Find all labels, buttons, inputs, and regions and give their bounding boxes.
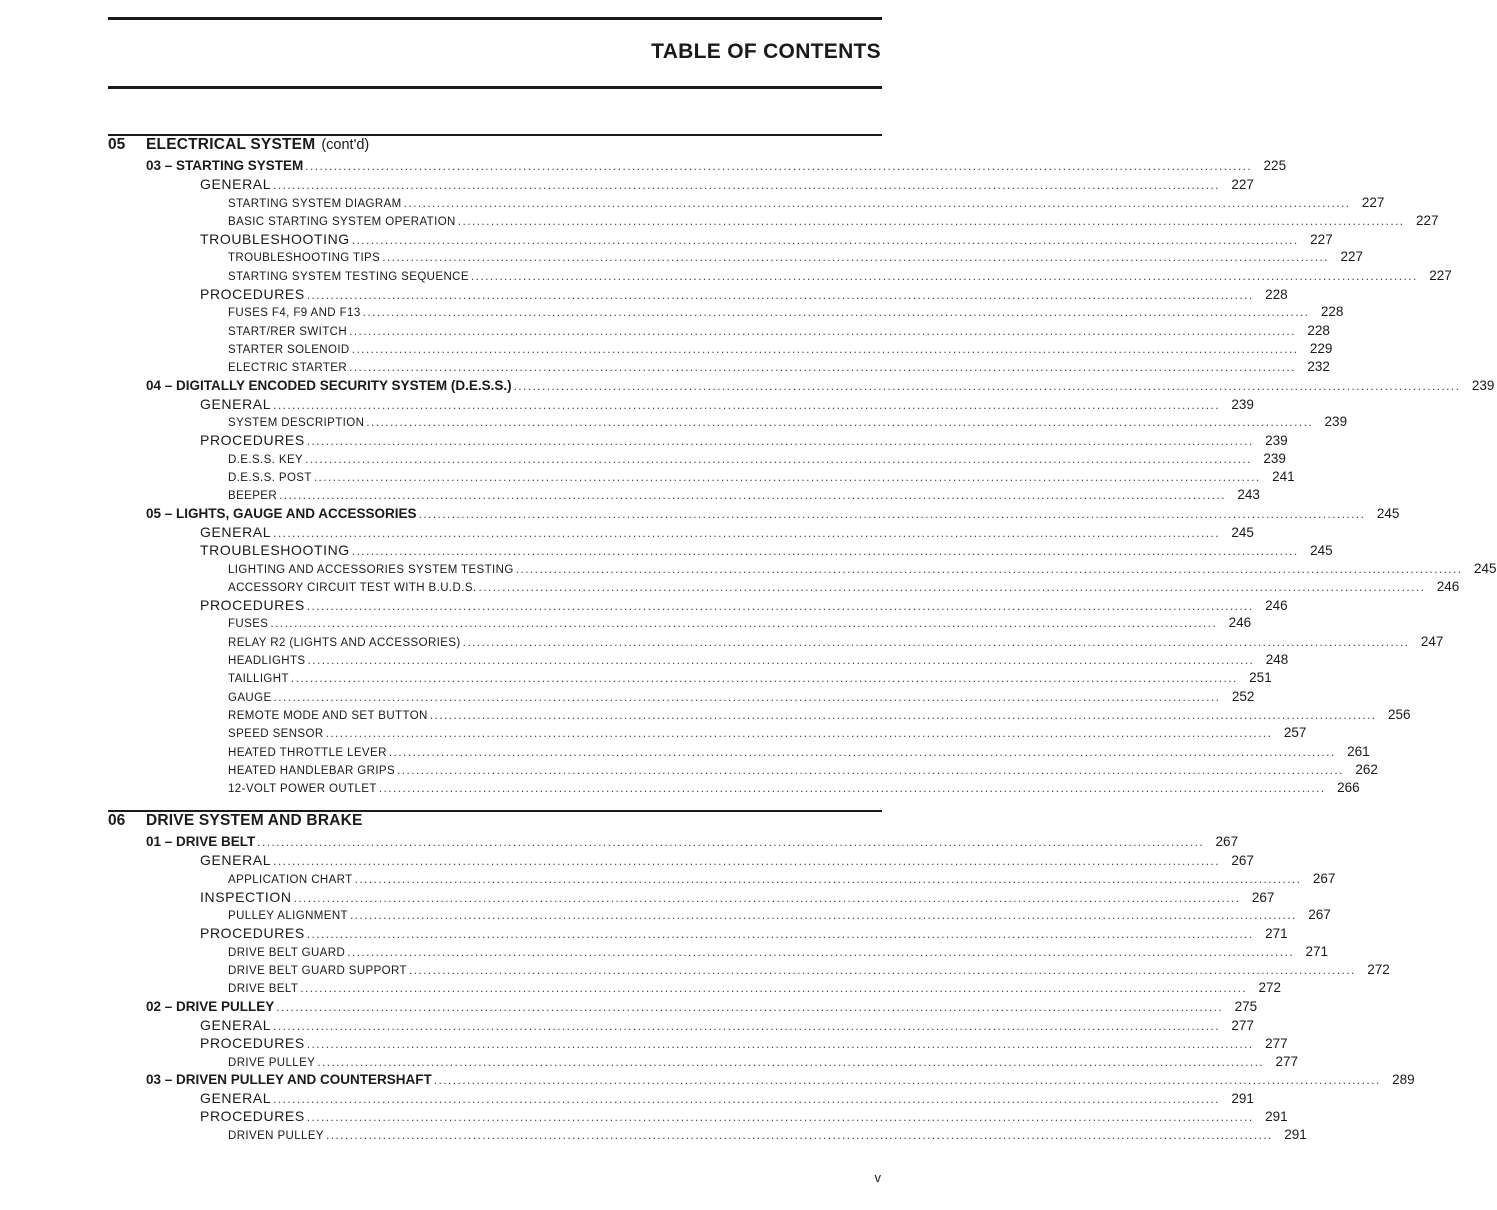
toc-entry-page: 289 [1392,1071,1415,1087]
toc-entry-page: 245 [1310,543,1333,559]
toc-entry-page: 245 [1376,505,1400,521]
toc-entry[interactable] [108,432,1288,450]
section-title: ELECTRICAL SYSTEM [146,136,316,153]
toc-entry-page: 227 [1310,232,1333,248]
toc-entry[interactable] [108,340,1333,359]
dot-leader: ........................................................................................................................................................................................................ [279,488,1226,503]
toc-entry-page: 267 [1312,870,1336,886]
toc-entry[interactable] [108,286,1288,304]
toc-entry[interactable] [108,1090,1254,1108]
toc-entry-page: 277 [1231,1017,1254,1033]
dot-leader: ........................................................................................................................................................................................................ [273,525,1220,540]
toc-section-drive-system-and-brake [108,810,1415,1145]
toc-entry-title: GENERAL [200,176,272,193]
toc-entry-page: 251 [1249,670,1272,686]
toc-entry-list [108,158,1497,798]
toc-entry[interactable] [108,194,1385,213]
toc-entry-page: 277 [1265,1036,1288,1052]
dot-leader: ........................................................................................................................................................................................................ [300,981,1248,996]
toc-entry-title: 05 – LIGHTS, GAUGE AND ACCESSORIES [146,505,417,521]
toc-entry-page: 267 [1231,853,1254,869]
toc-entry-title: TAILLIGHT [228,673,289,686]
toc-entry-title: STARTER SOLENOID [228,343,350,356]
toc-entry-title: 04 – DIGITALLY ENCODED SECURITY SYSTEM (D.E.S.S.) [146,377,512,393]
toc-entry[interactable] [108,377,1495,396]
toc-entry-title: TROUBLESHOOTING [200,542,350,559]
toc-entry-page: 246 [1265,598,1288,614]
dot-leader: ........................................................................................................................................................................................................ [325,1127,1273,1142]
toc-entry-page: 257 [1283,725,1307,741]
toc-entry[interactable] [108,487,1260,505]
toc-entry-page: 245 [1231,524,1254,540]
toc-entry[interactable] [108,888,1275,907]
toc-entry-page: 227 [1361,194,1385,210]
section-title: DRIVE SYSTEM AND BRAKE [146,812,363,829]
dot-leader: ........................................................................................................................................................................................................ [313,470,1261,485]
toc-entry-title: DRIVEN PULLEY [228,1129,324,1142]
page-title: TABLE OF CONTENTS [651,40,881,63]
toc-entry-title: APPLICATION CHART [228,873,353,886]
toc-entry-page: 291 [1231,1091,1254,1107]
toc-entry-title: FUSES F4, F9 AND F13 [228,307,361,320]
toc-entry-title: PROCEDURES [200,432,305,449]
toc-entry-page: 229 [1309,340,1333,356]
toc-entry-title: 12-VOLT POWER OUTLET [228,783,377,796]
toc-entry-title: HEATED THROTTLE LEVER [228,746,387,759]
toc-entry[interactable] [108,761,1378,780]
toc-entry-page: 228 [1307,322,1330,338]
toc-entry-title: SYSTEM DESCRIPTION [228,417,365,430]
toc-section-electrical-system [108,134,1497,798]
toc-entry-title: REMOTE MODE AND SET BUTTON [228,709,428,722]
toc-entry-title: DRIVE BELT [228,983,299,996]
dot-leader: ........................................................................................................................................................................................................ [257,835,1205,849]
toc-entry-title: ACCESSORY CIRCUIT TEST WITH B.U.D.S. [228,581,477,594]
toc-entry[interactable] [108,743,1370,762]
header-top-rule [108,17,882,20]
toc-entry[interactable] [108,523,1254,542]
toc-entry-page: 239 [1265,433,1288,449]
toc-entry-page: 256 [1388,706,1411,722]
toc-entry-page: 272 [1367,962,1390,978]
toc-entry-title: RELAY R2 (LIGHTS AND ACCESSORIES) [228,636,461,649]
toc-entry-page: 272 [1258,980,1282,996]
toc-entry[interactable] [108,980,1282,998]
toc-entry[interactable] [108,998,1258,1017]
toc-entry-page: 228 [1320,304,1344,320]
toc-entry[interactable] [108,633,1444,652]
toc-entry[interactable] [108,1035,1288,1053]
toc-entry[interactable] [108,1016,1254,1035]
dot-leader: ........................................................................................................................................................................................................ [317,1054,1265,1069]
toc-entry-title: 03 – DRIVEN PULLEY AND COUNTERSHAFT [146,1071,432,1087]
toc-entry-page: 271 [1265,926,1288,942]
toc-entry[interactable] [108,688,1255,707]
toc-entry[interactable] [108,1108,1288,1126]
dot-leader: ........................................................................................................................................................................................................ [397,762,1344,777]
toc-entry[interactable] [108,249,1363,267]
toc-entry-page: 275 [1234,998,1258,1014]
toc-entry-title: GAUGE [228,691,272,704]
toc-entry[interactable] [108,505,1400,524]
toc-entry-title: PROCEDURES [200,925,305,942]
toc-entry-title: BASIC STARTING SYSTEM OPERATION [228,215,456,228]
toc-entry[interactable] [108,322,1330,341]
dot-leader: ........................................................................................................................................................................................................ [273,854,1220,869]
toc-entry[interactable] [108,231,1333,249]
toc-entry[interactable] [108,962,1390,980]
toc-entry-page: 225 [1263,158,1287,173]
toc-entry[interactable] [108,158,1287,176]
toc-entry-title: PROCEDURES [200,286,305,303]
toc-entry-page: 267 [1251,889,1275,905]
toc-entry[interactable] [108,670,1272,688]
dot-leader: ........................................................................................................................................................................................................ [462,634,1410,649]
dot-leader: ........................................................................................................................................................................................................ [306,927,1254,942]
dot-leader: ........................................................................................................................................................................................................ [349,323,1296,338]
toc-entry[interactable] [108,597,1288,615]
toc-entry[interactable] [108,652,1289,670]
toc-entry-title: SPEED SENSOR [228,728,324,741]
dot-leader: ........................................................................................................................................................................................................ [351,544,1299,559]
toc-entry[interactable] [108,469,1295,487]
dot-leader: ........................................................................................................................................................................................................ [429,707,1377,722]
dot-leader: ........................................................................................................................................................................................................ [305,159,1253,173]
toc-entry-title: GENERAL [200,852,272,869]
dot-leader: ........................................................................................................................................................................................................ [470,268,1418,283]
dot-leader: ........................................................................................................................................................................................................ [307,653,1255,668]
dot-leader: ........................................................................................................................................................................................................ [306,1110,1254,1125]
header-bottom-rule [108,86,882,89]
toc-entry[interactable] [108,267,1452,286]
toc-entry[interactable] [108,212,1439,231]
toc-entry-title: ELECTRIC STARTER [228,362,348,375]
toc-entry[interactable] [108,870,1336,889]
section-number: 05 [108,136,126,153]
dot-leader: ........................................................................................................................................................................................................ [515,561,1463,576]
toc-entry[interactable] [108,359,1330,377]
toc-entry-title: LIGHTING AND ACCESSORIES SYSTEM TESTING [228,563,514,576]
toc-entry-title: STARTING SYSTEM DIAGRAM [228,197,402,210]
toc-entry-title: TROUBLESHOOTING [200,231,350,248]
dot-leader: ........................................................................................................................................................................................................ [325,726,1273,741]
toc-entry-page: 261 [1347,743,1370,759]
toc-entry-page: 246 [1436,578,1460,594]
dot-leader: ........................................................................................................................................................................................................ [362,305,1310,320]
dot-leader: ........................................................................................................................................................................................................ [306,1037,1254,1052]
dot-leader: ........................................................................................................................................................................................................ [273,1092,1220,1107]
toc-entry-title: GENERAL [200,1016,272,1033]
toc-entry-page: 239 [1471,377,1495,393]
toc-entry-page: 245 [1473,560,1497,576]
dot-leader: ........................................................................................................................................................................................................ [276,999,1224,1014]
dot-leader: ........................................................................................................................................................................................................ [378,781,1326,796]
dot-leader: ........................................................................................................................................................................................................ [306,599,1254,614]
toc-entry-page: 228 [1265,287,1288,303]
toc-entry-title: PROCEDURES [200,1108,305,1125]
dot-leader: ........................................................................................................................................................................................................ [418,506,1366,521]
toc-entry-page: 232 [1307,359,1330,375]
dot-leader: ........................................................................................................................................................................................................ [273,178,1220,193]
toc-entry-page: 291 [1265,1109,1288,1125]
dot-leader: ........................................................................................................................................................................................................ [366,415,1314,430]
toc-entry[interactable] [108,615,1252,633]
toc-entry-page: 239 [1324,414,1348,430]
page-number: v [874,1170,881,1185]
toc-entry[interactable] [108,907,1331,925]
toc-entry-title: DRIVE BELT GUARD SUPPORT [228,965,407,978]
toc-entry-title: D.E.S.S. POST [228,472,312,485]
toc-entry-title: 03 – STARTING SYSTEM [146,158,304,173]
dot-leader: ........................................................................................................................................................................................................ [273,397,1220,412]
toc-entry-title: TROUBLESHOOTING TIPS [228,252,381,265]
toc-entry[interactable] [108,725,1307,743]
toc-entry-page: 247 [1420,633,1444,649]
dot-leader: ........................................................................................................................................................................................................ [293,890,1241,905]
dot-leader: ........................................................................................................................................................................................................ [388,744,1336,759]
toc-entry-title: GENERAL [200,395,272,412]
toc-entry-title: PROCEDURES [200,597,305,614]
toc-entry-title: DRIVE PULLEY [228,1056,316,1069]
toc-entry-page: 271 [1305,943,1328,959]
toc-entry[interactable] [108,176,1254,194]
toc-entry-page: 262 [1355,761,1378,777]
toc-entry-page: 267 [1215,834,1239,849]
dot-leader: ........................................................................................................................................................................................................ [457,213,1405,228]
dot-leader: ........................................................................................................................................................................................................ [349,908,1297,923]
toc-entry-page: 277 [1275,1053,1299,1069]
toc-entry-title: 01 – DRIVE BELT [146,834,256,849]
toc-entry[interactable] [108,395,1254,414]
toc-entry-title: START/RER SWITCH [228,325,348,338]
dot-leader: ........................................................................................................................................................................................................ [290,671,1238,686]
toc-entry-page: 227 [1340,249,1363,265]
toc-entry-page: 248 [1265,652,1289,668]
section-heading [108,136,882,158]
toc-entry-title: D.E.S.S. KEY [228,453,304,466]
toc-entry[interactable] [108,1126,1307,1145]
toc-entry-title: 02 – DRIVE PULLEY [146,998,275,1014]
toc-entry-page: 266 [1337,780,1360,796]
toc-entry[interactable] [108,578,1460,597]
dot-leader: ........................................................................................................................................................................................................ [408,963,1356,978]
toc-entry-title: HEATED HANDLEBAR GRIPS [228,764,396,777]
dot-leader: ........................................................................................................................................................................................................ [273,1018,1220,1033]
dot-leader: ........................................................................................................................................................................................................ [351,341,1299,356]
toc-entry-title: STARTING SYSTEM TESTING SEQUENCE [228,270,469,283]
dot-leader: ........................................................................................................................................................................................................ [273,689,1221,704]
dot-leader: ........................................................................................................................................................................................................ [354,871,1302,886]
toc-entry[interactable] [108,834,1239,852]
toc-entry-page: 246 [1228,615,1252,631]
toc-entry-title: GENERAL [200,1090,272,1107]
section-suffix: (cont'd) [321,137,370,153]
dot-leader: ........................................................................................................................................................................................................ [513,378,1461,393]
dot-leader: ........................................................................................................................................................................................................ [478,579,1426,594]
toc-entry[interactable] [108,925,1288,943]
toc-entry[interactable] [108,943,1328,962]
toc-entry[interactable] [108,542,1333,560]
toc-entry-page: 227 [1429,267,1452,283]
toc-entry[interactable] [108,780,1360,798]
section-heading [108,812,882,834]
toc-entry-page: 239 [1231,396,1254,412]
toc-entry-page: 252 [1231,688,1255,704]
toc-entry[interactable] [108,852,1254,870]
section-number: 06 [108,812,126,829]
dot-leader: ........................................................................................................................................................................................................ [382,250,1329,265]
toc-entry-title: PROCEDURES [200,1035,305,1052]
toc-entry-page: 267 [1308,907,1331,923]
toc-entry[interactable] [108,450,1286,469]
toc-entry[interactable] [108,1071,1415,1090]
toc-entry-page: 243 [1237,487,1260,503]
toc-entry-title: INSPECTION [200,888,292,905]
toc-entry[interactable] [108,560,1497,579]
toc-entry[interactable] [108,414,1348,432]
toc-entry[interactable] [108,304,1344,322]
toc-entry[interactable] [108,1053,1299,1072]
toc-entry-title: PULLEY ALIGNMENT [228,910,348,923]
dot-leader: ........................................................................................................................................................................................................ [305,451,1252,466]
toc-entry-page: 239 [1263,450,1286,466]
toc-entry-title: FUSES [228,618,269,631]
toc-entry-title: DRIVE BELT GUARD [228,946,346,959]
toc-entry-page: 227 [1416,212,1439,228]
dot-leader: ........................................................................................................................................................................................................ [347,944,1294,959]
dot-leader: ........................................................................................................................................................................................................ [351,233,1299,248]
dot-leader: ........................................................................................................................................................................................................ [403,195,1351,210]
toc-entry-title: HEADLIGHTS [228,655,306,668]
toc-entry-title: BEEPER [228,490,278,503]
dot-leader: ........................................................................................................................................................................................................ [306,288,1254,303]
toc-entry-list [108,834,1415,1145]
dot-leader: ........................................................................................................................................................................................................ [270,616,1218,631]
toc-entry-title: GENERAL [200,523,272,540]
toc-entry-page: 241 [1272,469,1295,485]
dot-leader: ........................................................................................................................................................................................................ [306,434,1254,449]
dot-leader: ........................................................................................................................................................................................................ [433,1072,1381,1087]
dot-leader: ........................................................................................................................................................................................................ [349,360,1296,375]
toc-entry-page: 291 [1284,1126,1307,1142]
toc-entry[interactable] [108,706,1411,725]
toc-entry-page: 227 [1231,177,1254,193]
